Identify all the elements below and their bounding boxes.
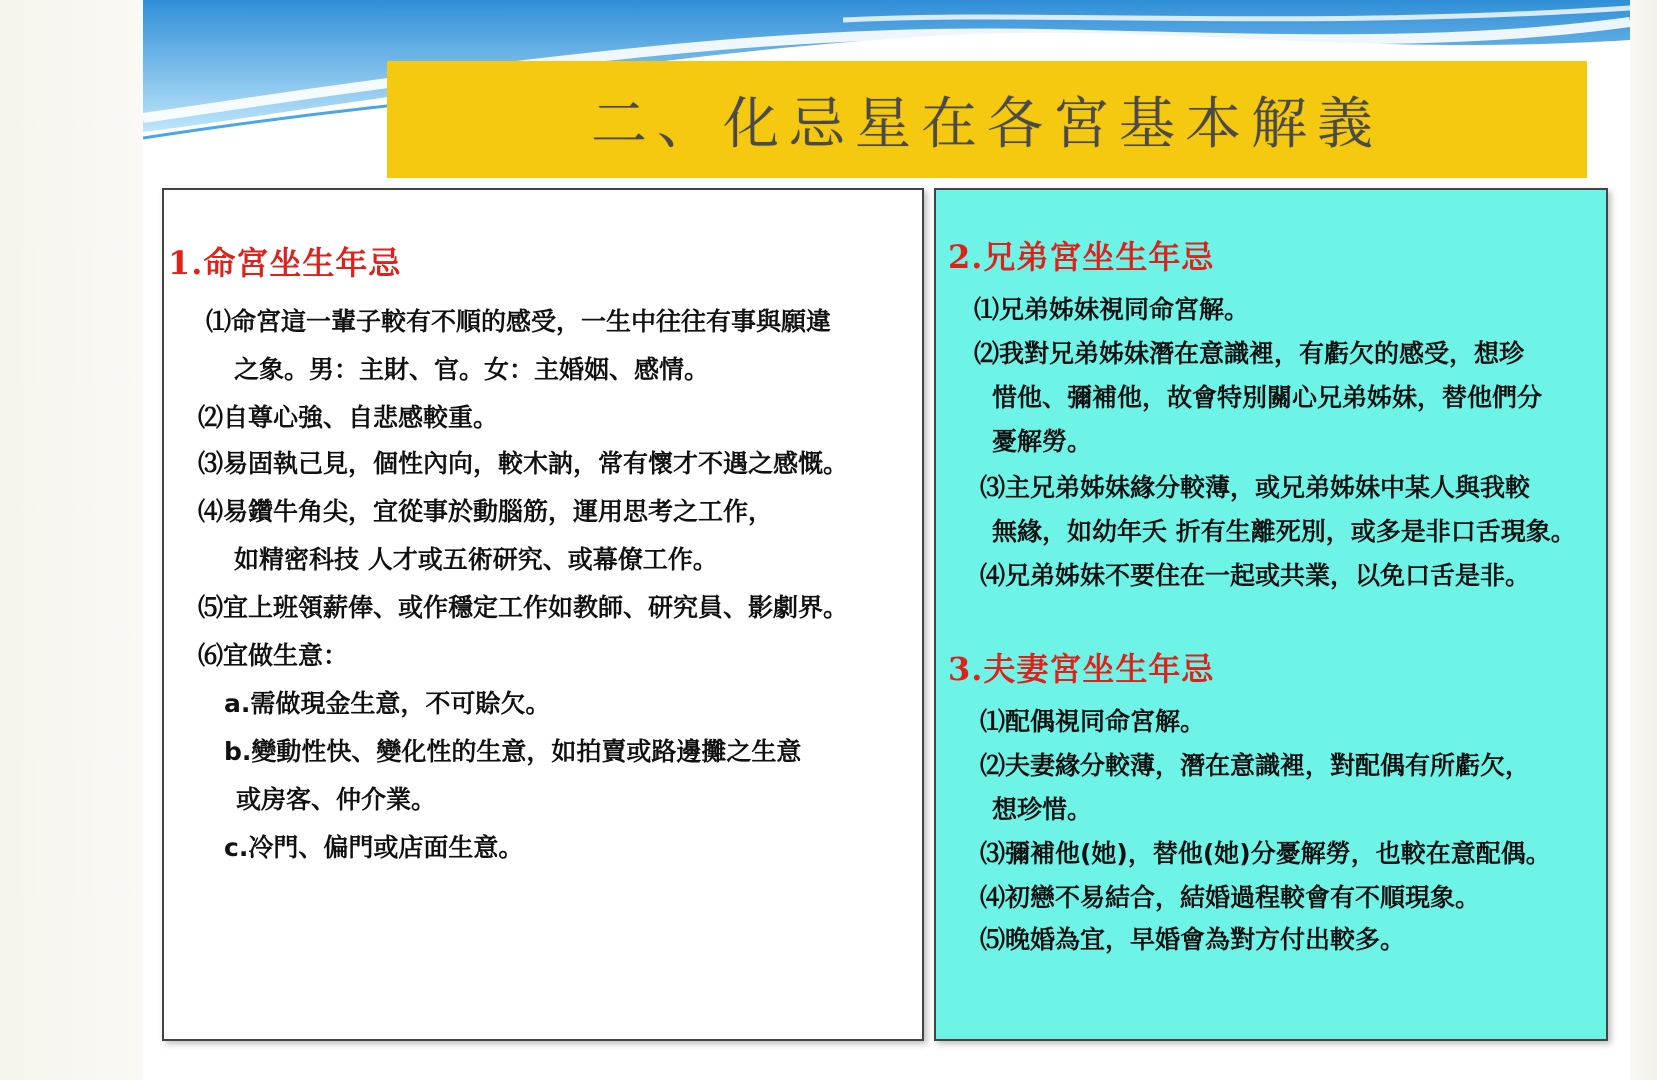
right-line: ⑷初戀不易結合，結婚過程較會有不順現象。	[980, 883, 1481, 912]
left-line: ⑷易鑽牛角尖，宜從事於動腦筋，運用思考之工作，	[198, 497, 774, 526]
right-line: ⑸晚婚為宜，早婚會為對方付出較多。	[980, 925, 1406, 954]
right-line: 無緣，如幼年夭 折有生離死別，或多是非口舌現象。	[992, 517, 1576, 546]
life-palace-panel	[162, 188, 924, 1041]
life-palace-heading: 1.命宮坐生年忌	[168, 244, 402, 282]
left-line: 或房客、仲介業。	[236, 785, 437, 814]
right-line: ⑵我對兄弟姊妹潛在意識裡，有虧欠的感受，想珍	[974, 339, 1525, 368]
siblings-palace-heading: 2.兄弟宮坐生年忌	[948, 238, 1215, 276]
left-line: ⑴命宮這一輩子較有不順的感受，一生中往往有事與願違	[206, 307, 832, 336]
left-line: ⑵自尊心強、自悲感較重。	[198, 403, 499, 432]
title-banner	[387, 61, 1587, 178]
left-line: ⑹宜做生意：	[198, 641, 349, 670]
siblings-spouse-panel	[934, 188, 1608, 1041]
left-line: ⑶易固執己見，個性內向，較木訥，常有懷才不遇之感慨。	[198, 449, 849, 478]
right-line: ⑴兄弟姊妹視同命宮解。	[974, 295, 1250, 324]
slide-title: 二、化忌星在各宮基本解義	[591, 91, 1383, 157]
left-line: b.變動性快、變化性的生意，如拍賣或路邊攤之生意	[224, 737, 802, 766]
left-line: a.需做現金生意，不可賒欠。	[224, 689, 551, 718]
right-line: 憂解勞。	[992, 427, 1093, 456]
right-line: ⑴配偶視同命宮解。	[980, 707, 1206, 736]
right-line: 惜他、彌補他，故會特別關心兄弟姊妹，替他們分	[992, 383, 1543, 412]
spouse-palace-heading: 3.夫妻宮坐生年忌	[948, 650, 1215, 688]
left-line: 如精密科技 人才或五術研究、或幕僚工作。	[234, 545, 718, 574]
left-line: ⑸宜上班領薪俸、或作穩定工作如教師、研究員、影劇界。	[198, 593, 849, 622]
right-line: ⑶主兄弟姊妹緣分較薄，或兄弟姊妹中某人與我較	[980, 473, 1531, 502]
right-line: 想珍惜。	[992, 795, 1093, 824]
right-line: ⑵夫妻緣分較薄，潛在意識裡，對配偶有所虧欠，	[980, 751, 1531, 780]
right-line: ⑶彌補他(她)，替他(她)分憂解勞，也較在意配偶。	[980, 839, 1551, 868]
left-line: 之象。男：主財、官。女：主婚姻、感情。	[234, 355, 710, 384]
right-line: ⑷兄弟姊妹不要住在一起或共業，以免口舌是非。	[980, 561, 1531, 590]
left-line: c.冷門、偏門或店面生意。	[224, 833, 524, 862]
